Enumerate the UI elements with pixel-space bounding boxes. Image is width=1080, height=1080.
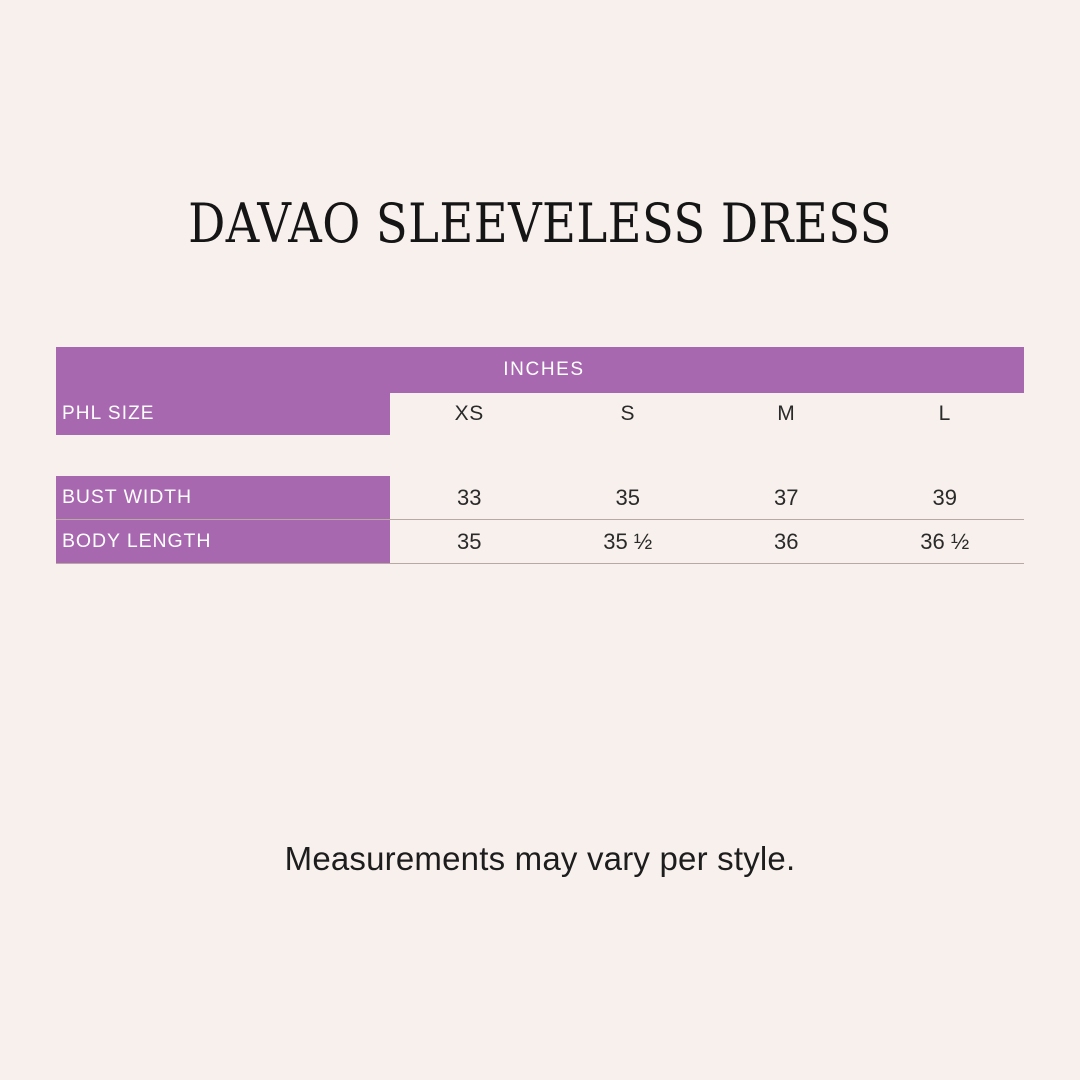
units-label: INCHES: [503, 359, 585, 380]
size-column-header: M: [777, 402, 796, 425]
measurement-value: 35: [457, 528, 482, 554]
size-column-header: L: [938, 402, 951, 425]
measurement-value: 36: [774, 528, 799, 554]
size-column-header: S: [620, 402, 636, 425]
measurement-label: BUST WIDTH: [56, 476, 390, 519]
measurement-values: [390, 520, 1024, 563]
measurement-label: BODY LENGTH: [56, 520, 390, 563]
page-title: DAVAO SLEEVELESS DRESS: [188, 192, 892, 255]
measurement-value: 35: [615, 484, 640, 510]
size-header-cells: [390, 393, 1024, 435]
footnote: Measurements may vary per style.: [284, 840, 796, 877]
table-gap: [56, 435, 1024, 476]
size-header-label: PHL SIZE: [56, 393, 390, 435]
units-row: [56, 347, 1024, 393]
table-row: [56, 476, 1024, 520]
measurement-values: [390, 476, 1024, 519]
size-header-row: [56, 393, 1024, 435]
measurement-value: 37: [774, 484, 799, 510]
size-chart-table: [56, 347, 1024, 564]
size-column-header: XS: [454, 402, 484, 425]
measurement-value: 33: [457, 484, 482, 510]
table-row: [56, 520, 1024, 564]
measurement-value: 35 ½: [603, 528, 653, 554]
measurement-value: 36 ½: [920, 528, 970, 554]
measurement-value: 39: [932, 484, 957, 510]
